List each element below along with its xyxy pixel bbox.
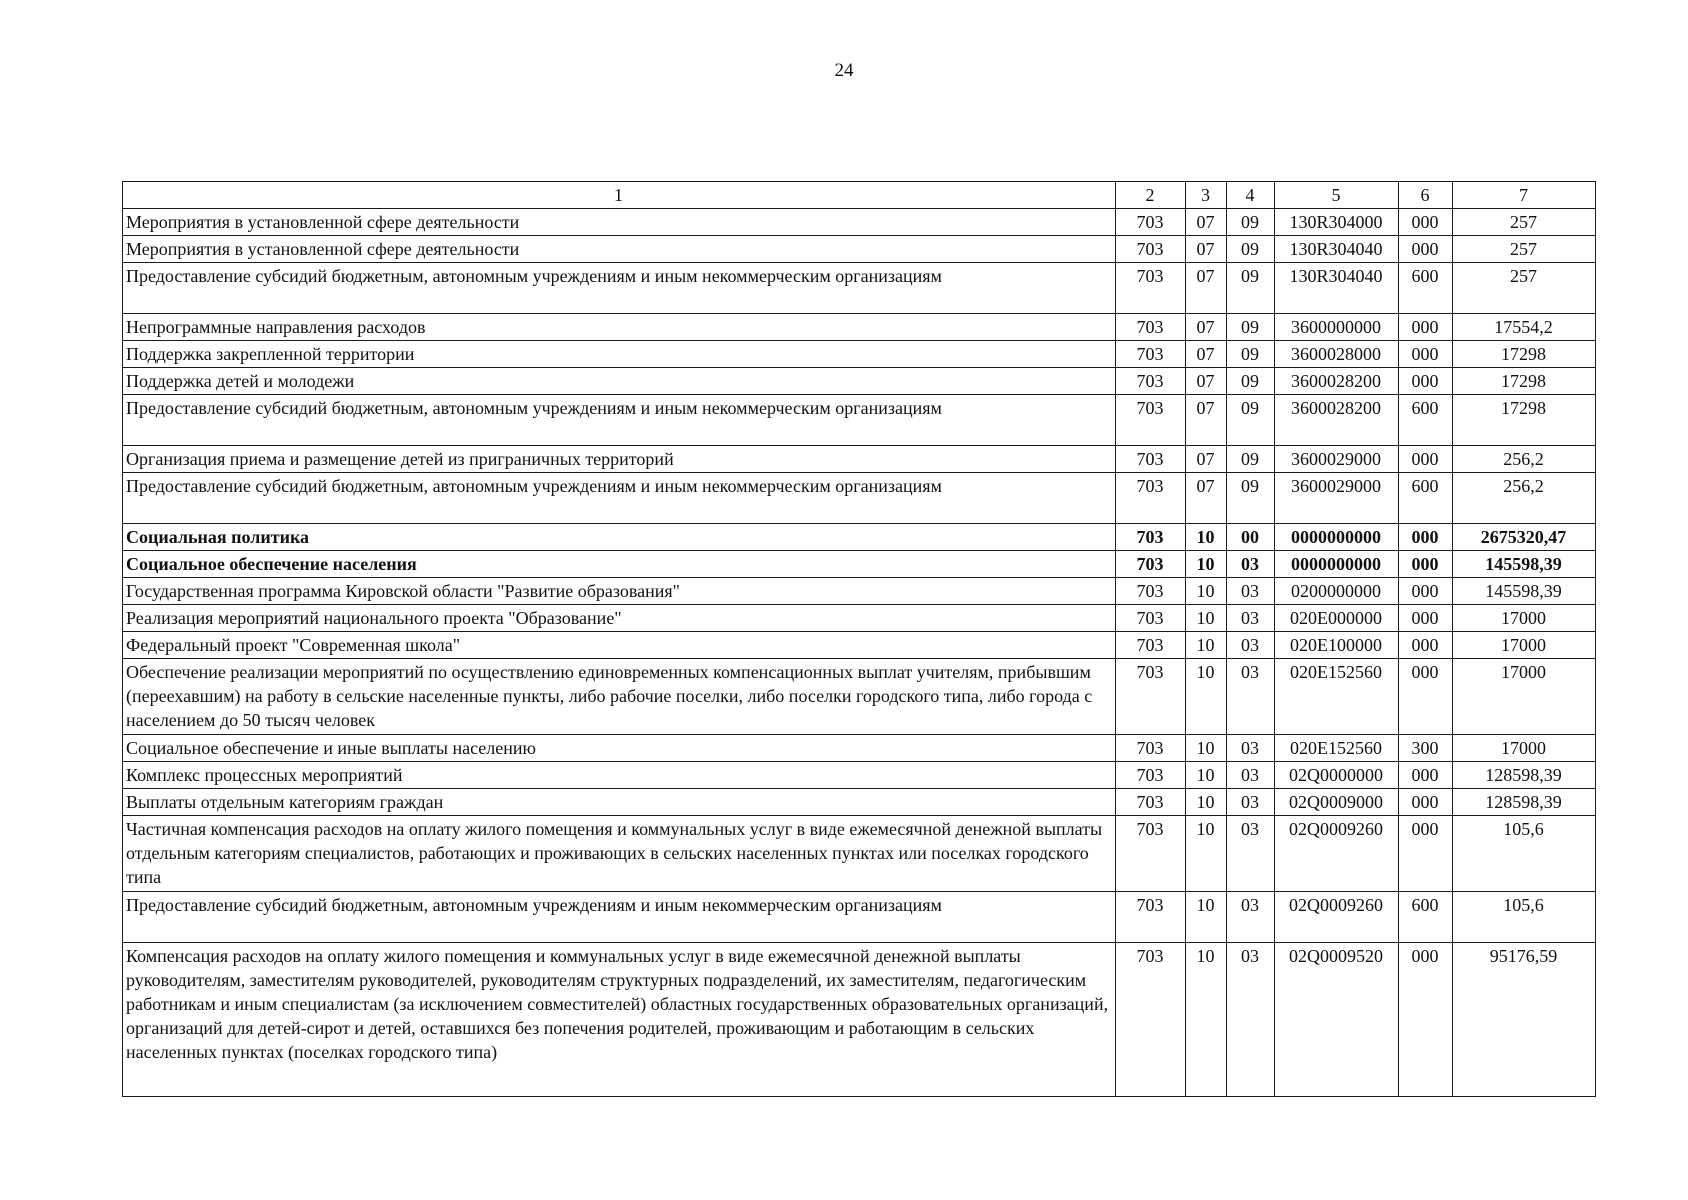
item-name-cell: Организация приема и размещение детей из приграничных территорий: [123, 446, 1116, 473]
table-row: [123, 236, 1596, 263]
item-name-cell: Мероприятия в установленной сфере деятельности: [123, 236, 1116, 263]
expense-type-cell: 000: [1399, 209, 1453, 236]
code-cell: 703: [1116, 943, 1186, 1097]
subsection-cell: 00: [1227, 524, 1275, 551]
item-name-cell: Социальное обеспечение и иные выплаты населению: [123, 735, 1116, 762]
table-row: [123, 314, 1596, 341]
table-row: [123, 659, 1596, 735]
subsection-cell: 09: [1227, 341, 1275, 368]
amount-cell: 17298: [1453, 341, 1596, 368]
target-article-cell: 3600029000: [1275, 473, 1399, 524]
amount-cell: 17554,2: [1453, 314, 1596, 341]
item-name-cell: Государственная программа Кировской области "Развитие образования": [123, 578, 1116, 605]
subsection-cell: 09: [1227, 236, 1275, 263]
expense-type-cell: 000: [1399, 943, 1453, 1097]
amount-cell: 17298: [1453, 395, 1596, 446]
table-row: [123, 209, 1596, 236]
table-row: [123, 789, 1596, 816]
amount-cell: 256,2: [1453, 473, 1596, 524]
target-article-cell: 02Q0009520: [1275, 943, 1399, 1097]
amount-cell: 257: [1453, 236, 1596, 263]
amount-cell: 128598,39: [1453, 762, 1596, 789]
table-row: [123, 368, 1596, 395]
table-row: [123, 735, 1596, 762]
amount-cell: 17000: [1453, 659, 1596, 735]
target-article-cell: 3600029000: [1275, 446, 1399, 473]
code-cell: 703: [1116, 605, 1186, 632]
target-article-cell: 130R304040: [1275, 236, 1399, 263]
section-cell: 07: [1186, 236, 1227, 263]
column-header: 7: [1453, 182, 1596, 209]
subsection-cell: 09: [1227, 473, 1275, 524]
item-name-cell: Выплаты отдельным категориям граждан: [123, 789, 1116, 816]
item-name-cell: Мероприятия в установленной сфере деятельности: [123, 209, 1116, 236]
subsection-cell: 09: [1227, 368, 1275, 395]
subsection-cell: 03: [1227, 943, 1275, 1097]
code-cell: 703: [1116, 314, 1186, 341]
amount-cell: 256,2: [1453, 446, 1596, 473]
section-cell: 07: [1186, 209, 1227, 236]
table-row: [123, 473, 1596, 524]
target-article-cell: 3600028200: [1275, 395, 1399, 446]
amount-cell: 17000: [1453, 735, 1596, 762]
table-row: [123, 524, 1596, 551]
code-cell: 703: [1116, 368, 1186, 395]
table-row: [123, 762, 1596, 789]
section-cell: 10: [1186, 943, 1227, 1097]
target-article-cell: 0000000000: [1275, 524, 1399, 551]
subsection-cell: 03: [1227, 735, 1275, 762]
amount-cell: 17000: [1453, 632, 1596, 659]
item-name-cell: Федеральный проект "Современная школа": [123, 632, 1116, 659]
expense-type-cell: 000: [1399, 762, 1453, 789]
amount-cell: 105,6: [1453, 892, 1596, 943]
table-row: [123, 943, 1596, 1097]
column-header: 5: [1275, 182, 1399, 209]
table-row: [123, 892, 1596, 943]
table-row: [123, 263, 1596, 314]
target-article-cell: 02Q0009260: [1275, 816, 1399, 892]
section-cell: 07: [1186, 395, 1227, 446]
subsection-cell: 03: [1227, 789, 1275, 816]
expense-type-cell: 600: [1399, 263, 1453, 314]
amount-cell: 17298: [1453, 368, 1596, 395]
section-cell: 10: [1186, 632, 1227, 659]
section-cell: 07: [1186, 314, 1227, 341]
section-cell: 10: [1186, 551, 1227, 578]
target-article-cell: 02Q0009260: [1275, 892, 1399, 943]
code-cell: 703: [1116, 341, 1186, 368]
section-cell: 07: [1186, 446, 1227, 473]
expense-type-cell: 000: [1399, 632, 1453, 659]
subsection-cell: 03: [1227, 551, 1275, 578]
item-name-cell: Социальная политика: [123, 524, 1116, 551]
expense-type-cell: 000: [1399, 368, 1453, 395]
subsection-cell: 03: [1227, 659, 1275, 735]
target-article-cell: 020E100000: [1275, 632, 1399, 659]
expense-type-cell: 300: [1399, 735, 1453, 762]
item-name-cell: Частичная компенсация расходов на оплату жилого помещения и коммунальных услуг в виде ежемесячной денежной выплаты отдельным категориям специалистов, работающих и проживающих в сельских населенных пунктах или поселках городского типа: [123, 816, 1116, 892]
column-header: 1: [123, 182, 1116, 209]
expense-type-cell: 000: [1399, 789, 1453, 816]
section-cell: 07: [1186, 368, 1227, 395]
expense-type-cell: 600: [1399, 892, 1453, 943]
amount-cell: 145598,39: [1453, 551, 1596, 578]
section-cell: 07: [1186, 473, 1227, 524]
item-name-cell: Предоставление субсидий бюджетным, автономным учреждениям и иным некоммерческим организациям: [123, 473, 1116, 524]
table-row: [123, 816, 1596, 892]
item-name-cell: Предоставление субсидий бюджетным, автономным учреждениям и иным некоммерческим организациям: [123, 892, 1116, 943]
section-cell: 07: [1186, 341, 1227, 368]
table-row: [123, 395, 1596, 446]
table-row: [123, 551, 1596, 578]
section-cell: 10: [1186, 524, 1227, 551]
expense-type-cell: 000: [1399, 341, 1453, 368]
section-cell: 07: [1186, 263, 1227, 314]
subsection-cell: 09: [1227, 314, 1275, 341]
code-cell: 703: [1116, 473, 1186, 524]
code-cell: 703: [1116, 632, 1186, 659]
code-cell: 703: [1116, 236, 1186, 263]
section-cell: 10: [1186, 816, 1227, 892]
expense-type-cell: 000: [1399, 659, 1453, 735]
item-name-cell: Реализация мероприятий национального проекта "Образование": [123, 605, 1116, 632]
expense-type-cell: 600: [1399, 473, 1453, 524]
amount-cell: 105,6: [1453, 816, 1596, 892]
code-cell: 703: [1116, 551, 1186, 578]
code-cell: 703: [1116, 524, 1186, 551]
target-article-cell: 0200000000: [1275, 578, 1399, 605]
amount-cell: 128598,39: [1453, 789, 1596, 816]
amount-cell: 95176,59: [1453, 943, 1596, 1097]
column-header: 3: [1186, 182, 1227, 209]
table-row: [123, 446, 1596, 473]
expense-type-cell: 000: [1399, 524, 1453, 551]
item-name-cell: Поддержка детей и молодежи: [123, 368, 1116, 395]
item-name-cell: Предоставление субсидий бюджетным, автономным учреждениям и иным некоммерческим организациям: [123, 263, 1116, 314]
target-article-cell: 3600000000: [1275, 314, 1399, 341]
column-header: 4: [1227, 182, 1275, 209]
target-article-cell: 3600028000: [1275, 341, 1399, 368]
section-cell: 10: [1186, 659, 1227, 735]
subsection-cell: 09: [1227, 263, 1275, 314]
subsection-cell: 03: [1227, 762, 1275, 789]
column-header: 2: [1116, 182, 1186, 209]
amount-cell: 257: [1453, 209, 1596, 236]
expense-type-cell: 000: [1399, 236, 1453, 263]
item-name-cell: Компенсация расходов на оплату жилого помещения и коммунальных услуг в виде ежемесячной денежной выплаты руководителям, заместителям руководителей, руководителям структурных подразделений, их заместителям, педагогическим работникам и иным специалистам (за исключением совместителей) областных государственных образовательных организаций, организаций для детей-сирот и детей, оставшихся без попечения родителей, проживающим и работающим в сельских населенных пунктах (поселках городского типа): [123, 943, 1116, 1097]
amount-cell: 17000: [1453, 605, 1596, 632]
expense-type-cell: 000: [1399, 816, 1453, 892]
subsection-cell: 03: [1227, 892, 1275, 943]
section-cell: 10: [1186, 735, 1227, 762]
code-cell: 703: [1116, 735, 1186, 762]
code-cell: 703: [1116, 762, 1186, 789]
subsection-cell: 09: [1227, 446, 1275, 473]
item-name-cell: Поддержка закрепленной территории: [123, 341, 1116, 368]
section-cell: 10: [1186, 892, 1227, 943]
section-cell: 10: [1186, 578, 1227, 605]
target-article-cell: 3600028200: [1275, 368, 1399, 395]
code-cell: 703: [1116, 263, 1186, 314]
code-cell: 703: [1116, 578, 1186, 605]
item-name-cell: Обеспечение реализации мероприятий по осуществлению единовременных компенсационных выплат учителям, прибывшим (переехавшим) на работу в сельские населенные пункты, либо рабочие поселки, либо поселки городского типа, либо города с населением до 50 тысяч человек: [123, 659, 1116, 735]
section-cell: 10: [1186, 605, 1227, 632]
target-article-cell: 020E152560: [1275, 659, 1399, 735]
code-cell: 703: [1116, 395, 1186, 446]
table-row: [123, 632, 1596, 659]
table-row: [123, 605, 1596, 632]
expense-type-cell: 000: [1399, 314, 1453, 341]
column-header: 6: [1399, 182, 1453, 209]
code-cell: 703: [1116, 789, 1186, 816]
amount-cell: 2675320,47: [1453, 524, 1596, 551]
subsection-cell: 09: [1227, 395, 1275, 446]
table-header-row: [123, 182, 1596, 209]
section-cell: 10: [1186, 789, 1227, 816]
subsection-cell: 03: [1227, 632, 1275, 659]
amount-cell: 257: [1453, 263, 1596, 314]
expense-type-cell: 000: [1399, 446, 1453, 473]
code-cell: 703: [1116, 816, 1186, 892]
subsection-cell: 03: [1227, 816, 1275, 892]
budget-table: [122, 181, 1596, 1097]
subsection-cell: 03: [1227, 605, 1275, 632]
item-name-cell: Комплекс процессных мероприятий: [123, 762, 1116, 789]
code-cell: 703: [1116, 892, 1186, 943]
code-cell: 703: [1116, 209, 1186, 236]
expense-type-cell: 000: [1399, 605, 1453, 632]
expense-type-cell: 600: [1399, 395, 1453, 446]
expense-type-cell: 000: [1399, 578, 1453, 605]
amount-cell: 145598,39: [1453, 578, 1596, 605]
target-article-cell: 130R304000: [1275, 209, 1399, 236]
expense-type-cell: 000: [1399, 551, 1453, 578]
code-cell: 703: [1116, 446, 1186, 473]
target-article-cell: 0000000000: [1275, 551, 1399, 578]
target-article-cell: 02Q0009000: [1275, 789, 1399, 816]
target-article-cell: 020E000000: [1275, 605, 1399, 632]
target-article-cell: 020E152560: [1275, 735, 1399, 762]
code-cell: 703: [1116, 659, 1186, 735]
item-name-cell: Социальное обеспечение населения: [123, 551, 1116, 578]
section-cell: 10: [1186, 762, 1227, 789]
target-article-cell: 130R304040: [1275, 263, 1399, 314]
subsection-cell: 03: [1227, 578, 1275, 605]
subsection-cell: 09: [1227, 209, 1275, 236]
table-row: [123, 578, 1596, 605]
table-row: [123, 341, 1596, 368]
page-number: 24: [834, 60, 854, 81]
target-article-cell: 02Q0000000: [1275, 762, 1399, 789]
item-name-cell: Непрограммные направления расходов: [123, 314, 1116, 341]
item-name-cell: Предоставление субсидий бюджетным, автономным учреждениям и иным некоммерческим организациям: [123, 395, 1116, 446]
